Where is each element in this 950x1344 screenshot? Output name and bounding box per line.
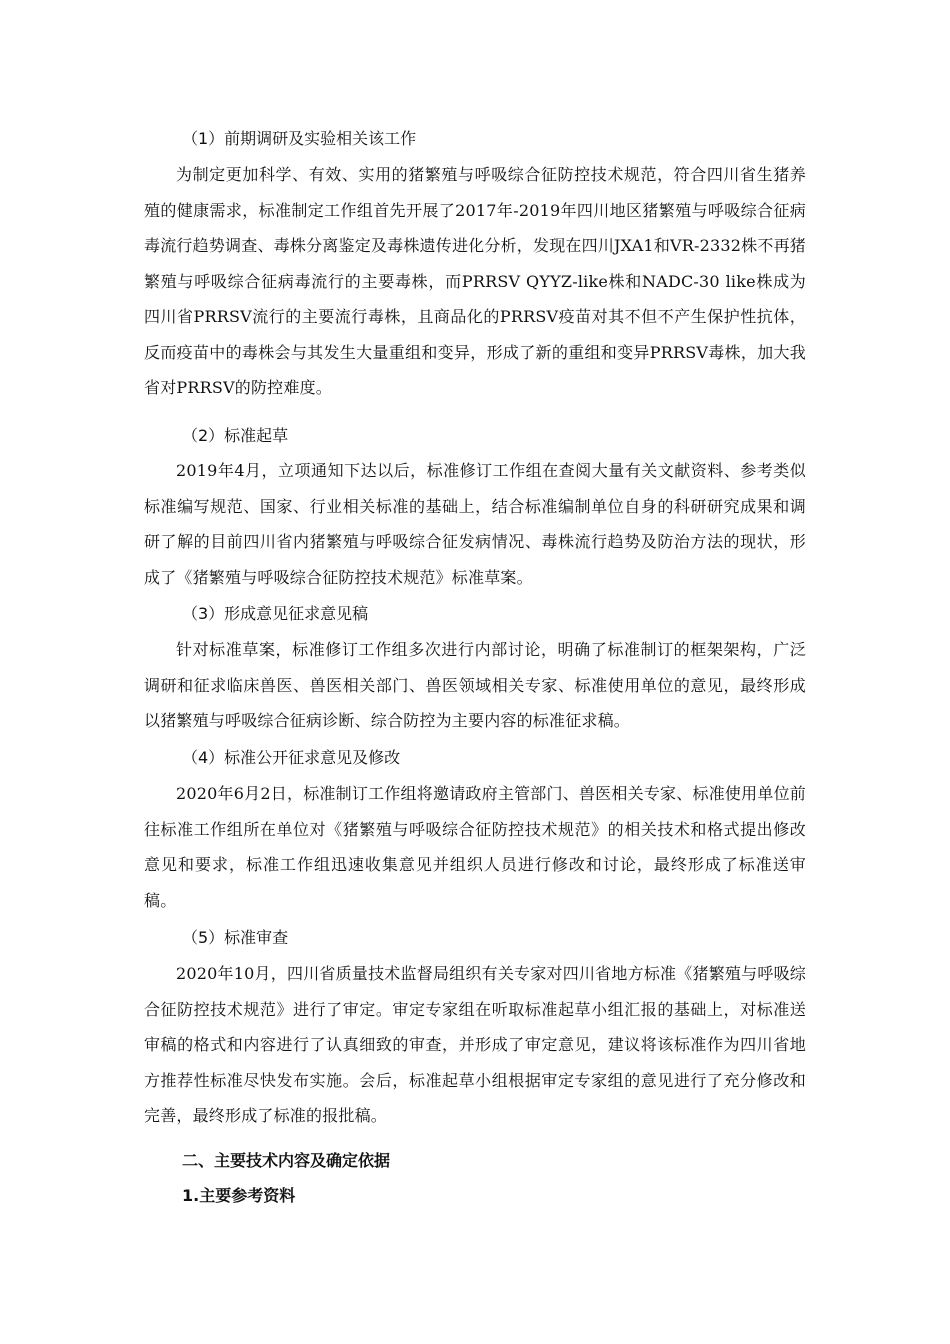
section-paragraph-5: 2020年10月，四川省质量技术监督局组织有关专家对四川省地方标准《猪繁殖与呼吸综合征防控技术规范》进行了审定。审定专家组在听取标准起草小组汇报的基础上，对标准送审稿的格式和内容进行了认真细致的审查，并形成了审定意见，建议将该标准作为四川省地方推荐性标准尽快发布实施。会后，标准起草小组根据审定专家组的意见进行了充分修改和完善，最终形成了标准的报批稿。 <box>144 964 806 1125</box>
section-heading-1: （1）前期调研及实验相关该工作 <box>182 129 417 148</box>
section-heading-3: （3）形成意见征求意见稿 <box>182 604 369 623</box>
section-two-heading: 二、主要技术内容及确定依据 <box>182 1151 391 1170</box>
section-paragraph-2: 2019年4月，立项通知下达以后，标准修订工作组在查阅大量有关文献资料、参考类似标准编写规范、国家、行业相关标准的基础上，结合标准编制单位自身的科研研究成果和调研了解的目前四川省内猪繁殖与呼吸综合征发病情况、毒株流行趋势及防治方法的现状，形成了《猪繁殖与呼吸综合征防控技术规范》标准草案。 <box>144 461 806 587</box>
section-heading-2: （2）标准起草 <box>182 426 289 445</box>
section-paragraph-4: 2020年6月2日，标准制订工作组将邀请政府主管部门、兽医相关专家、标准使用单位前往标准工作组所在单位对《猪繁殖与呼吸综合征防控技术规范》的相关技术和格式提出修改意见和要求，标准工作组迅速收集意见并组织人员进行修改和讨论，最终形成了标准送审稿。 <box>144 784 806 910</box>
section-paragraph-1: 为制定更加科学、有效、实用的猪繁殖与呼吸综合征防控技术规范，符合四川省生猪养殖的健康需求，标准制定工作组首先开展了2017年-2019年四川地区猪繁殖与呼吸综合征病毒流行趋势调查、毒株分离鉴定及毒株遗传进化分析，发现在四川JXA1和VR-2332株不再猪繁殖与呼吸综合征病毒流行的主要毒株，而PRRSV QYYZ-like株和NADC-30 like株成为四川省PRRSV流行的主要流行毒株，且商品化的PRRSV疫苗对其不但不产生保护性抗体，反而疫苗中的毒株会与其发生大量重组和变异，形成了新的重组和变异PRRSV毒株，加大我省对PRRSV的防控难度。 <box>144 165 806 397</box>
subsection-heading: 1.主要参考资料 <box>182 1186 296 1205</box>
section-heading-5: （5）标准审查 <box>182 928 289 947</box>
section-heading-4: （4）标准公开征求意见及修改 <box>182 748 401 767</box>
section-paragraph-3: 针对标准草案，标准修订工作组多次进行内部讨论，明确了标准制订的框架架构，广泛调研和征求临床兽医、兽医相关部门、兽医领域相关专家、标准使用单位的意见，最终形成以猪繁殖与呼吸综合征病诊断、综合防控为主要内容的标准征求稿。 <box>144 640 806 730</box>
